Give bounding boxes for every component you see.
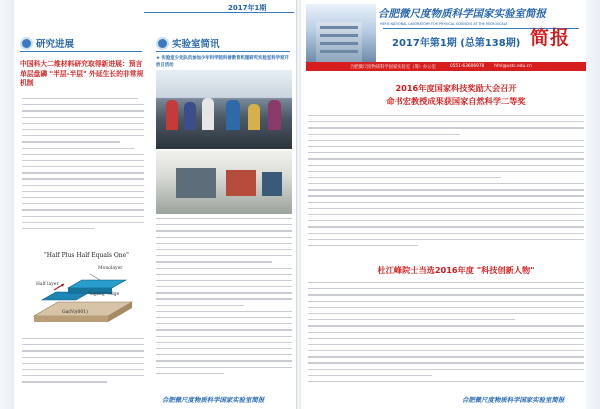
- news-rule: [156, 51, 290, 52]
- issue-number: 2017年第1期 (总第138期): [392, 38, 521, 49]
- diagram-title: "Half Plus Half Equals One": [44, 252, 129, 259]
- half-layer-label: Half layer: [36, 282, 59, 287]
- news-section-title: 实验室简讯: [172, 39, 220, 50]
- left-page-issue-tag: 2017年1期: [228, 4, 267, 12]
- monolayer-label: Monolayer: [98, 266, 123, 271]
- research-section-title: 研究进展: [36, 39, 75, 50]
- award-headline-2: 命书宏教授成果获国家自然科学二等奖: [386, 96, 526, 106]
- research-body-text-2: [22, 338, 144, 386]
- award-body-text: [308, 115, 584, 253]
- zigzag-label: "zigzag" edge: [88, 292, 120, 297]
- left-footer: 合肥微尺度物质科学国家实验室简报: [162, 396, 265, 404]
- research-headline: 中国科大二维材料研究取得新进展：预言单层盘磷 "半层-半层" 外延生长的非常规机制: [20, 60, 144, 87]
- academician-headline: 杜江峰院士当选2016年度 "科技创新人物": [377, 265, 535, 275]
- page-fold: [296, 0, 301, 409]
- academician-body-text: [308, 282, 584, 388]
- award-headline-1: 2016年度国家科技奖励大会召开: [395, 83, 517, 93]
- masthead-title: 合肥微尺度物质科学国家实验室简报: [378, 8, 546, 20]
- news-headline: ★ 实验室少先队员参加少年科学院科普教育机理研究实验室科学家开放日活动: [156, 56, 289, 68]
- left-margin: [0, 0, 14, 409]
- substrate-label: Ga(N)(001): [62, 310, 88, 315]
- research-section-header: [22, 36, 74, 50]
- research-rule: [20, 51, 142, 52]
- editor-office: 合肥微尺度物质科学国家实验室（筹）办公室: [350, 64, 436, 70]
- masthead-info-bar: [306, 62, 586, 71]
- phone-number: 0551-63606978: [449, 64, 485, 69]
- building-photo: [306, 4, 376, 70]
- epitaxy-diagram: [28, 252, 140, 334]
- top-rule: [144, 12, 294, 13]
- contact-email: hfnl@ustc.edu.cn: [494, 64, 532, 69]
- news-section-header: [158, 36, 220, 50]
- research-body-text: [22, 98, 144, 230]
- section-bullet-icon: [158, 39, 167, 48]
- diagram-illustration: [28, 264, 140, 334]
- right-footer: 合肥微尺度物质科学国家实验室简报: [462, 396, 565, 404]
- news-body-text: [156, 218, 292, 388]
- section-bullet-icon: [22, 39, 31, 48]
- right-margin: [586, 0, 600, 409]
- brand-characters: 简报: [530, 27, 571, 49]
- news-photo-2: [156, 150, 292, 214]
- news-photo-1: [156, 70, 292, 149]
- masthead-subtitle: HEFEI NATIONAL LABORATORY FOR PHYSICAL SCIENCES AT THE MICROSCALE: [380, 22, 508, 26]
